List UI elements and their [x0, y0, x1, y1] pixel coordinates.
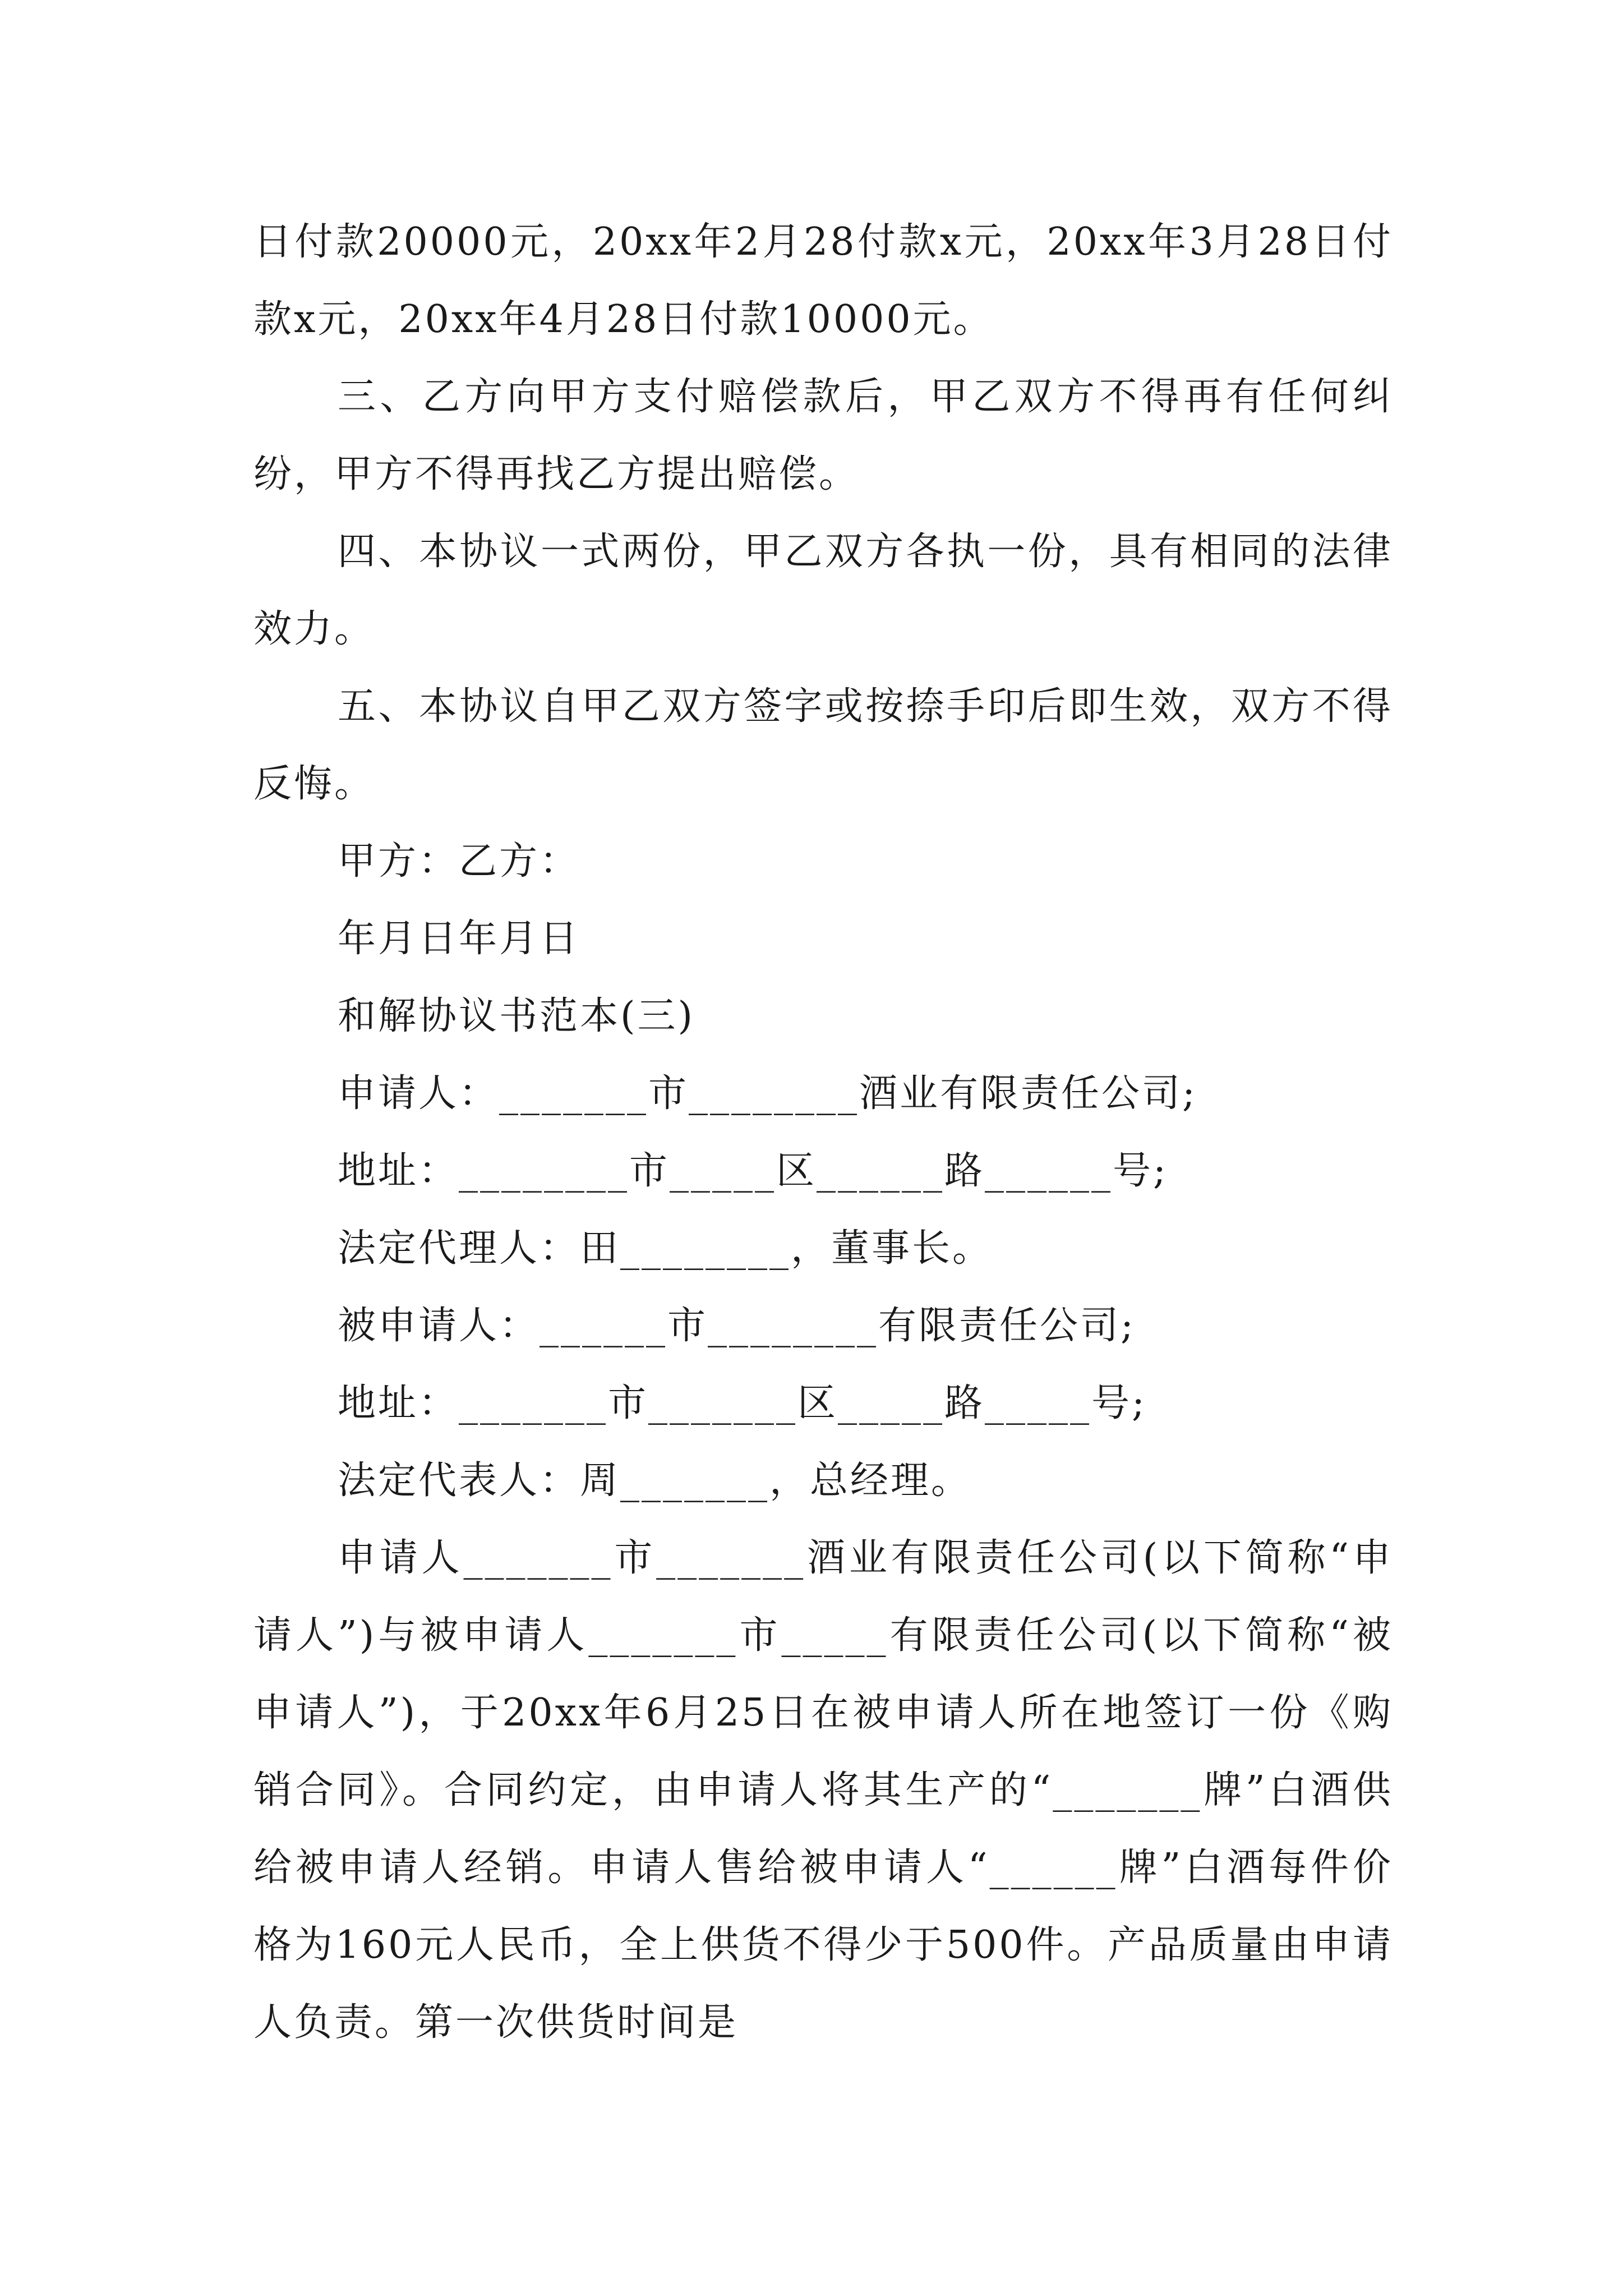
applicant-line: 申请人：_______市________酒业有限责任公司; — [338, 1071, 1197, 1116]
document-body — [253, 204, 1393, 2062]
clause-four-paragraph: 四、本协议一式两份，甲乙双方各执一份，具有相同的法律效力。 — [253, 530, 1393, 651]
respondent-line: 被申请人：______市________有限责任公司; — [338, 1304, 1136, 1348]
clause-five-paragraph: 五、本协议自甲乙双方签字或按捺手印后即生效，双方不得反悔。 — [253, 684, 1393, 806]
applicant-address-line: 地址：________市_____区______路______号; — [338, 1149, 1168, 1193]
section-heading: 和解协议书范本(三) — [338, 994, 695, 1038]
legal-representative-line: 法定代表人：周_______，总经理。 — [338, 1458, 972, 1503]
case-facts-paragraph: 申请人_______市_______酒业有限责任公司(以下简称“申请人”)与被申请人_______市_____有限责任公司(以下简称“被申请人”)，于20xx年6月25日在被申请人所在地签订一份《购销合同》。合同约定，由申请人将其生产的“_______牌”白酒供给被申请人经销。申请人售给被申请人“______牌”白酒每件价格为160元人民币，全上供货不得少于500件。产品质量由申请人负责。第一次供货时间是 — [253, 1536, 1393, 2045]
payment-schedule-paragraph: 日付款20000元，20xx年2月28付款x元，20xx年3月28日付款x元，20xx年4月28日付款10000元。 — [253, 220, 1393, 342]
legal-agent-line: 法定代理人：田________，董事长。 — [338, 1226, 993, 1271]
signature-parties-line: 甲方：乙方： — [338, 839, 580, 884]
signature-dates-line: 年月日年月日 — [338, 917, 580, 961]
clause-three-paragraph: 三、乙方向甲方支付赔偿款后，甲乙双方不得再有任何纠纷，甲方不得再找乙方提出赔偿。 — [253, 375, 1393, 496]
respondent-address-line: 地址：_______市_______区_____路_____号; — [338, 1381, 1147, 1425]
